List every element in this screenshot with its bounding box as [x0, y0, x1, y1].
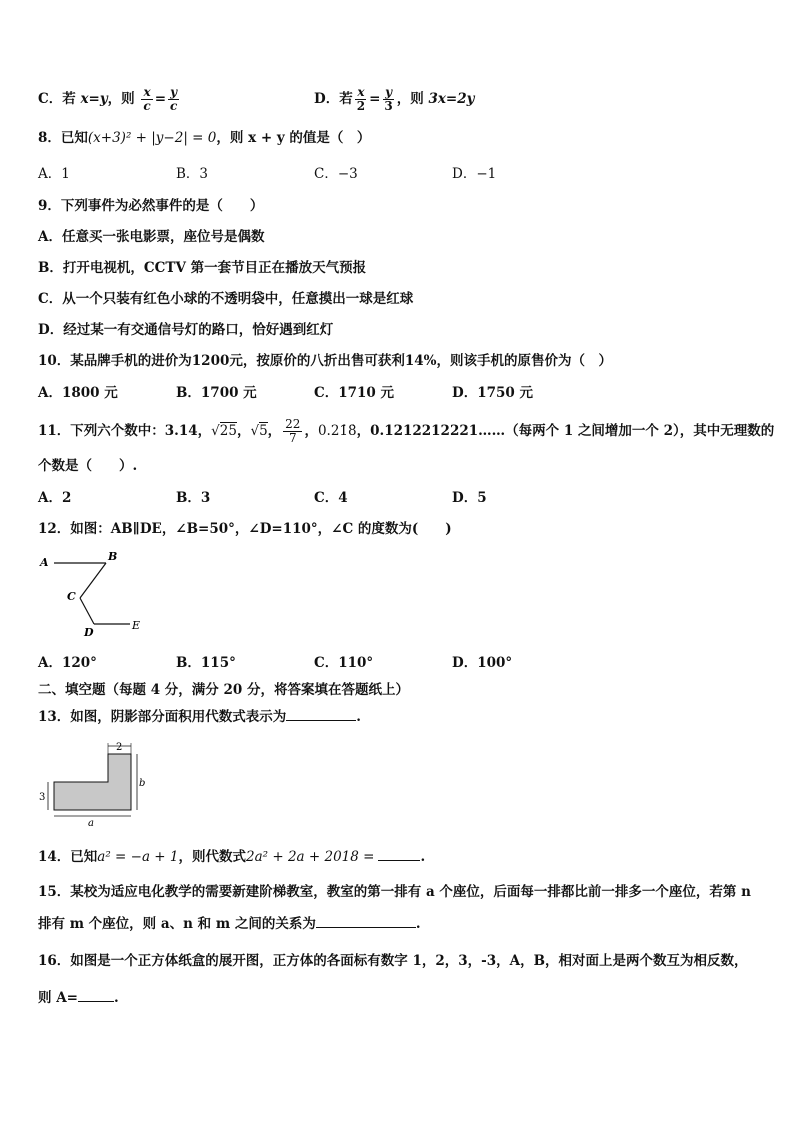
q12-label-c: C	[67, 590, 76, 603]
q12-line-bc	[80, 563, 106, 598]
q16-line2	[38, 987, 119, 1008]
q11-option-d: D．5	[452, 490, 487, 506]
q13-label-left: 3	[39, 792, 46, 803]
q15-line2-text: 排有 m 个座位，则 a、n 和 m 之间的关系为	[38, 916, 316, 932]
q13-end: .	[356, 709, 361, 725]
q9-option-b: B．打开电视机，CCTV 第一套节目正在播放天气预报	[38, 260, 367, 276]
q9-option-a: A．任意买一张电影票，座位号是偶数	[38, 229, 265, 245]
q14-end: .	[420, 849, 426, 865]
q11-sep2: ，	[267, 423, 282, 439]
q14-expr: 2a² + 2a + 2018 =	[246, 849, 375, 865]
q11-option-a: A．2	[38, 490, 72, 506]
q8-stem	[38, 128, 370, 148]
q7-optc-frac2	[168, 86, 179, 113]
q12-option-c: C．110°	[314, 655, 374, 671]
q11-stem-a: 11．下列六个数中：3.14，	[38, 423, 212, 439]
q10-stem: 10．某品牌手机的进价为1200元，按原价的八折出售可获利14%，则该手机的原售价为（ ）	[38, 353, 612, 369]
q15-line2	[38, 913, 421, 934]
q13-figure	[38, 740, 154, 828]
q7-option-c	[38, 86, 181, 113]
q7-optd-frac1	[355, 86, 367, 113]
q11-option-c: C．4	[314, 490, 348, 506]
q7-optc-f2-den: c	[170, 99, 178, 113]
q11-sqrt1-value: 25	[219, 423, 237, 439]
q16-line1: 16．如图是一个正方体纸盒的展开图，正方体的各面标有数字 1，2，3，-3，A，B，相对面上是两个数互为相反数，	[38, 953, 748, 969]
q16-line2-text: 则 A=	[38, 990, 78, 1006]
q14-stem-b: ，则代数式	[178, 849, 246, 865]
q12-label-b: B	[108, 550, 118, 563]
q12-stem: 12．如图：AB∥DE，∠B=50°，∠D=110°，∠C 的度数为( )	[38, 521, 452, 537]
q8-option-b: B．3	[176, 166, 209, 182]
q7-optd-f2-den: 3	[384, 99, 393, 113]
q7-optd-suffix-pre: ，则	[396, 91, 429, 107]
q9-stem: 9．下列事件为必然事件的是（ ）	[38, 198, 264, 214]
q12-label-d: D	[84, 626, 94, 639]
q7-optc-eq: x=y	[80, 91, 108, 107]
q13-stem-text: 13．如图，阴影部分面积用代数式表示为	[38, 709, 287, 725]
q11-sqrt2-value: 5	[259, 423, 268, 439]
q7-optd-eqsign: =	[369, 91, 381, 107]
q14-answer-blank[interactable]	[378, 846, 420, 861]
q10-option-b: B．1700 元	[176, 385, 257, 401]
q15-line1: 15．某校为适应电化教学的需要新建阶梯教室，教室的第一排有 a 个座位，后面每一排都比前一排多一个座位，若第 n	[38, 884, 751, 900]
q11-stem-c: 个数是（ ）.	[38, 458, 138, 474]
q14-given: a² = −a + 1	[97, 849, 179, 865]
q7-optd-f1-num: x	[357, 85, 365, 99]
q12-label-a: A	[40, 556, 49, 569]
q16-answer-blank[interactable]	[78, 987, 114, 1002]
q12-figure	[36, 548, 156, 640]
q15-answer-blank[interactable]	[316, 913, 416, 928]
q11-stem	[38, 418, 774, 445]
q9-option-d: D．经过某一有交通信号灯的路口，恰好遇到红灯	[38, 322, 334, 338]
q11-sep1: ，	[236, 423, 251, 439]
q10-option-a: A．1800 元	[38, 385, 118, 401]
q8-expr: (x+3)² + |y−2| = 0	[87, 130, 217, 146]
q10-option-c: C．1710 元	[314, 385, 395, 401]
q9-option-c: C．从一个只装有红色小球的不透明袋中，任意摸出一球是红球	[38, 291, 414, 307]
q7-optc-prefix: C．若	[38, 91, 81, 107]
q15-end: .	[415, 916, 421, 932]
q12-option-d: D．100°	[452, 655, 513, 671]
q11-sqrt-5: √5	[250, 423, 268, 439]
q11-sep3: ，	[304, 423, 318, 439]
q12-option-b: B．115°	[176, 655, 236, 671]
q14-stem-a: 14．已知	[38, 849, 98, 865]
q11-frac-num: 22	[285, 417, 301, 431]
q13-answer-blank[interactable]	[286, 706, 356, 721]
q16-end: .	[114, 990, 119, 1006]
q12-option-a: A．120°	[38, 655, 97, 671]
q7-optd-f1-den: 2	[356, 99, 366, 113]
q7-optc-f2-num: y	[170, 85, 178, 99]
q11-stem-b: ，0.1212212221……（每两个 1 之间增加一个 2），其中无理数的	[356, 423, 775, 439]
q13-stem	[38, 706, 361, 727]
q11-option-b: B．3	[176, 490, 211, 506]
q8-option-c: C．−3	[314, 166, 358, 182]
q8-option-a: A．1	[38, 166, 70, 182]
q14-stem	[38, 846, 425, 867]
q12-label-e: E	[132, 619, 141, 632]
q7-optc-frac1	[141, 86, 152, 113]
q13-label-bottom: a	[88, 818, 94, 828]
q11-repeating: 0.21̇8̇	[317, 423, 357, 439]
q7-optd-suffix: 3x=2y	[428, 91, 475, 107]
q11-sqrt-25: √25	[211, 423, 237, 439]
q7-optc-eqsign: =	[154, 91, 166, 107]
q7-optc-f1-num: x	[143, 85, 151, 99]
q7-optd-frac2	[382, 86, 394, 113]
q7-optc-mid: ，则	[107, 91, 135, 107]
q13-label-right: b	[139, 778, 146, 789]
q10-option-d: D．1750 元	[452, 385, 533, 401]
q13-label-top: 2	[116, 742, 123, 753]
q8-tail: ，则 x + y 的值是（ ）	[216, 130, 371, 146]
q7-option-d	[314, 86, 474, 113]
q12-line-cd	[80, 598, 94, 624]
q7-optc-f1-den: c	[143, 99, 151, 113]
q7-optd-prefix: D．若	[314, 91, 353, 107]
q13-shaded-region	[54, 754, 131, 810]
q8-number: 8．已知	[38, 130, 88, 146]
q11-frac-den: 7	[288, 431, 297, 445]
section-fill-in-title: 二、填空题（每题 4 分，满分 20 分，将答案填在答题纸上）	[38, 682, 409, 698]
q7-optd-f2-num: y	[385, 85, 393, 99]
q11-frac	[283, 418, 302, 445]
q8-option-d: D．−1	[452, 166, 497, 182]
